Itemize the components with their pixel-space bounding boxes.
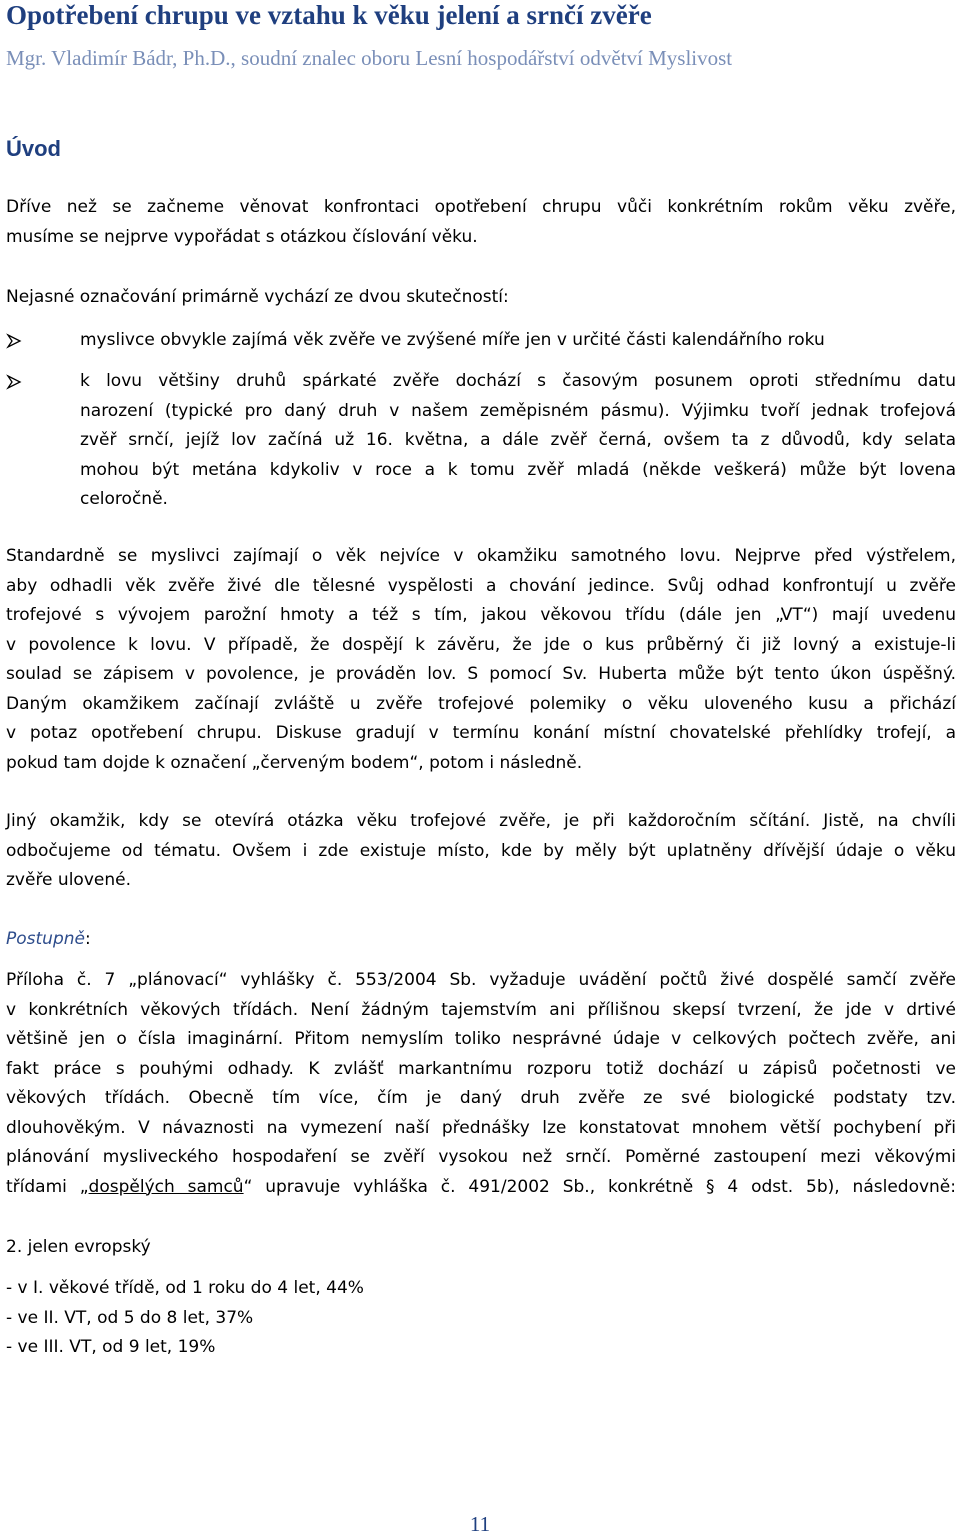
text-line: v potaz opotřebení chrupu. Diskuse gradují v termínu konání místní chovatelské přehlídky trofejí, a	[6, 723, 956, 743]
text-line: většině jen o čísla imaginární. Přitom nemyslím toliko nesprávné údaje v celkových počtech zvěře, ani	[6, 1029, 956, 1049]
page-number: 11	[469, 1512, 491, 1536]
text-line: zvěř srnčí, jejíž lov začíná už 16. května, a dále zvěř černá, ovšem ta z důvodů, kdy selata	[80, 430, 956, 450]
text-line: odbočujeme od tématu. Ovšem i zde existuje místo, kde by měly být uplatněny dřívější údaje o věku	[6, 840, 956, 861]
text-line: v konkrétních věkových třídách. Není žádným tajemstvím ani přílišnou skepsí tvrzení, že jde v drtivé	[6, 999, 956, 1020]
bullet-text	[80, 367, 956, 515]
underlined-term: dospělých samců	[88, 1176, 244, 1197]
text-line: Daným okamžikem začínají zvláště u zvěře trofejové polemiky o věku uloveného kusu a přichází	[6, 693, 956, 714]
text-line: fakt práce s pouhými odhady. K zvlášť markantnímu rozporu totiž dochází u zápisů početnosti ve	[6, 1058, 956, 1079]
text-line: Standardně se myslivci zajímají o věk nejvíce v okamžiku samotného lovu. Nejprve před výstřelem,	[6, 546, 956, 566]
text-line: k lovu většiny druhů spárkaté zvěře dochází s časovým posunem oproti střednímu datu	[80, 371, 956, 391]
age-class-item: - ve III. VT, od 9 let, 19%	[6, 1337, 216, 1357]
text-fragment: “ upravuje vyhláška č. 491/2002 Sb., konkrétně § 4 odst. 5b), následovně:	[243, 1176, 956, 1197]
arrow-bullet-icon	[6, 374, 22, 390]
lead-paragraph: Nejasné označování primárně vychází ze dvou skutečností:	[6, 287, 509, 307]
author-line: Mgr. Vladimír Bádr, Ph.D., soudní znalec oboru Lesní hospodářství odvětví Myslivost	[6, 46, 733, 70]
text-line: aby odhadli věk zvěře živé dle tělesné vyspělosti a chování jedince. Svůj odhad konfrontují u zvěře	[6, 575, 956, 596]
text-line: celoročně.	[80, 489, 168, 509]
standard-paragraph	[6, 542, 956, 778]
text-line: věkových třídách. Obecně tím více, čím je daný druh zvěře ze své biologické podstaty tzv.	[6, 1088, 956, 1108]
age-class-list	[6, 1274, 956, 1363]
priloha-paragraph	[6, 966, 956, 1202]
text-line: musíme se nejprve vypořádat s otázkou číslování věku.	[6, 226, 478, 247]
postupne-label	[6, 925, 956, 955]
section-heading: Úvod	[6, 136, 61, 161]
text-line: plánování mysliveckého hospodaření se zvěří vysokou než srnčí. Poměrné zastoupení mezi věkovými	[6, 1147, 956, 1167]
text-line: dlouhověkým. V návaznosti na vymezení naší přednášky lze konstatovat mnohem větší pochybení při	[6, 1117, 956, 1138]
text-line: mohou být metána kdykoliv v roce a k tomu zvěř mladá (někde veškerá) může být lovena	[80, 459, 956, 480]
text-line: pokud tam dojde k označení „červeným bodem“, potom i následně.	[6, 752, 583, 773]
text-line: zvěře ulovené.	[6, 870, 131, 890]
text-line: v povolence k lovu. V případě, že dospějí k závěru, že jde o kus průběrný či již lovný a existuje-li	[6, 634, 956, 655]
text-line: narození (typické pro daný druh v našem zeměpisném pásmu). Výjimku tvoří jednak trofejová	[80, 400, 956, 421]
text-line: soulad se zápisem v povolence, je prováděn lov. S pomocí Sv. Huberta může být tento úkon úspěšný.	[6, 664, 956, 684]
arrow-bullet-icon	[6, 333, 22, 349]
text-line: myslivce obvykle zajímá věk zvěře ve zvýšené míře jen v určité části kalendářního roku	[80, 330, 825, 350]
text-fragment: třídami „	[6, 1176, 89, 1197]
postupne-colon: :	[84, 929, 91, 949]
text-line: Příloha č. 7 „plánovací“ vyhlášky č. 553/2004 Sb. vyžaduje uvádění počtů živé dospělé samčí zvěře	[6, 970, 956, 990]
text-line: Dříve než se začneme věnovat konfrontaci opotřebení chrupu vůči konkrétním rokům věku zvěře,	[6, 197, 956, 217]
text-line: Jiný okamžik, kdy se otevírá otázka věku trofejové zvěře, je při každoročním sčítání. Jistě, na chvíli	[6, 811, 956, 831]
intro-paragraph	[6, 193, 956, 252]
age-class-item: - v I. věkové třídě, od 1 roku do 4 let, 44%	[6, 1278, 364, 1298]
age-class-item: - ve II. VT, od 5 do 8 let, 37%	[6, 1307, 254, 1328]
census-paragraph	[6, 807, 956, 896]
document-title: Opotřebení chrupu ve vztahu k věku jelení a srnčí zvěře	[6, 0, 652, 30]
bullet-text	[80, 326, 956, 356]
postupne-text: Postupně	[6, 929, 85, 949]
text-line: trofejové s vývojem parožní hmoty a též s tím, jakou věkovou třídu (dále jen „VT“) mají uvedenu	[6, 605, 956, 625]
text-line	[6, 1173, 956, 1203]
species-heading: 2. jelen evropský	[6, 1237, 151, 1257]
